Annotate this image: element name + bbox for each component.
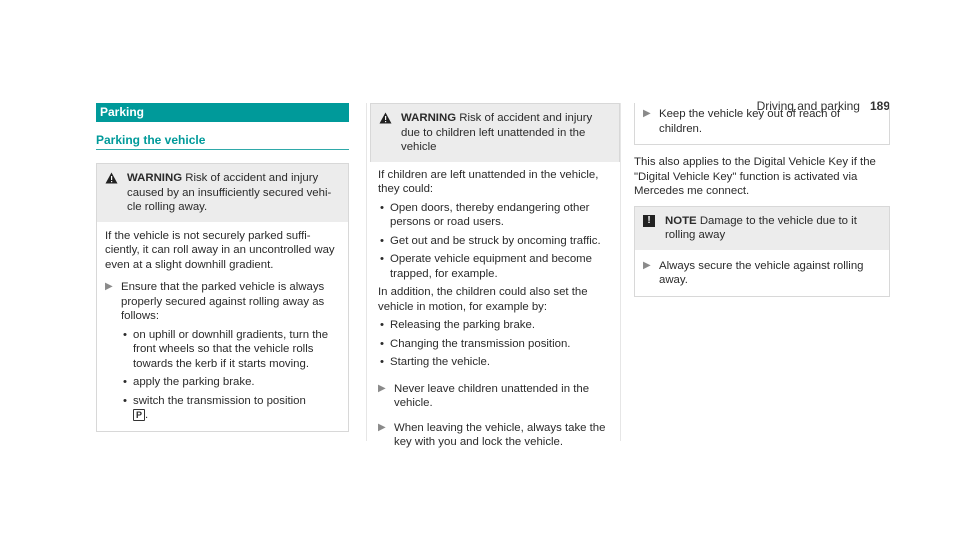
- list-item: • Starting the vehicle.: [378, 355, 612, 370]
- column-divider: [620, 103, 621, 441]
- list-item-text: switch the transmission to position: [133, 394, 306, 407]
- notice-text: Damage to the vehicle due to it rolling away: [665, 214, 857, 241]
- warning-body: [97, 222, 348, 431]
- warning-text: Risk of accident and injury caused by an insufficiently secured vehicle rolling away.: [127, 172, 332, 213]
- instruction-step: [378, 382, 612, 411]
- step-arrow-icon: ▶: [643, 108, 651, 119]
- info-paragraph: [634, 155, 890, 199]
- notice-title: NOTE: [665, 214, 697, 227]
- warning-box: [96, 163, 349, 432]
- list-item: • apply the parking brake.: [121, 375, 340, 390]
- warning-title: WARNING: [127, 172, 183, 184]
- column-1: [96, 103, 349, 432]
- column-3: [634, 103, 890, 297]
- instruction-step: [105, 280, 340, 423]
- warning-continuation-box: [634, 103, 890, 145]
- warning-paragraph: If the vehicle is not securely parked sufficiently, it can roll away in an uncontrolled way even at a slight downhill gradient.: [105, 229, 335, 271]
- step-text: Ensure that the parked vehicle is always properly secured against rolling away as follows:: [121, 281, 325, 322]
- instruction-step: [643, 259, 881, 288]
- step-content: [121, 280, 340, 423]
- info-text: This also applies to the Digital Vehicle Key if the "Digital Vehicle Key" function is activated via Mercedes me connect.: [634, 156, 876, 197]
- exclamation-icon: !: [643, 215, 655, 227]
- section-title: Parking: [96, 103, 349, 122]
- column-2: [370, 103, 620, 450]
- warning-header: [370, 103, 620, 162]
- middle-paragraph: In addition, the children could also set the vehicle in motion, for example by:: [378, 286, 588, 313]
- list-item: • Open doors, thereby endangering other persons or road users.: [378, 201, 612, 230]
- list-item-end: .: [145, 409, 149, 421]
- notice-header: [635, 207, 889, 250]
- notice-body: [635, 250, 889, 296]
- warning-title: WARNING: [401, 112, 457, 124]
- list-item: [121, 394, 340, 423]
- warning-text-block: [401, 111, 611, 155]
- warning-header: [97, 164, 348, 222]
- step-text: Keep the vehicle key out of reach of children.: [659, 108, 841, 135]
- step-text: Never leave children unattended in the vehicle.: [394, 382, 590, 409]
- list-item: • Operate vehicle equipment and become trapped, for example.: [378, 252, 612, 281]
- warning-body: [370, 162, 620, 450]
- warning-triangle-icon: [379, 111, 393, 155]
- instruction-step: [643, 107, 881, 136]
- column-divider: [366, 103, 367, 441]
- step-bullets: [121, 328, 340, 423]
- list-item: • Releasing the parking brake.: [378, 318, 612, 333]
- step-text: When leaving the vehicle, always take the key with you and lock the vehicle.: [394, 421, 606, 448]
- notice-box: [634, 206, 890, 297]
- warning-text: Risk of accident and injury due to children left unattended in the vehicle: [401, 112, 593, 153]
- warning-text-block: [127, 171, 340, 215]
- step-arrow-icon: ▶: [105, 281, 113, 292]
- instruction-step: [378, 421, 612, 450]
- intro-paragraph: If children are left unattended in the vehicle, they could:: [378, 168, 599, 195]
- subsection-title: Parking the vehicle: [96, 133, 349, 150]
- header-section: Driving and parking: [756, 99, 860, 113]
- step-arrow-icon: ▶: [378, 382, 386, 394]
- risk-list: [378, 201, 612, 282]
- list-item: • Changing the transmission position.: [378, 337, 612, 352]
- list-item: • on uphill or downhill gradients, turn the front wheels so that the vehicle rolls towards the kerb if it starts moving.: [121, 328, 340, 372]
- step-arrow-icon: ▶: [378, 421, 386, 433]
- step-text: Always secure the vehicle against rolling away.: [659, 259, 864, 286]
- motion-list: [378, 318, 612, 370]
- step-arrow-icon: ▶: [643, 259, 651, 271]
- list-item: • Get out and be struck by oncoming traffic.: [378, 234, 612, 249]
- page-number: 189: [869, 99, 890, 113]
- warning-triangle-icon: [105, 171, 119, 215]
- park-gear-symbol: P: [133, 409, 145, 421]
- notice-text-block: [665, 214, 881, 243]
